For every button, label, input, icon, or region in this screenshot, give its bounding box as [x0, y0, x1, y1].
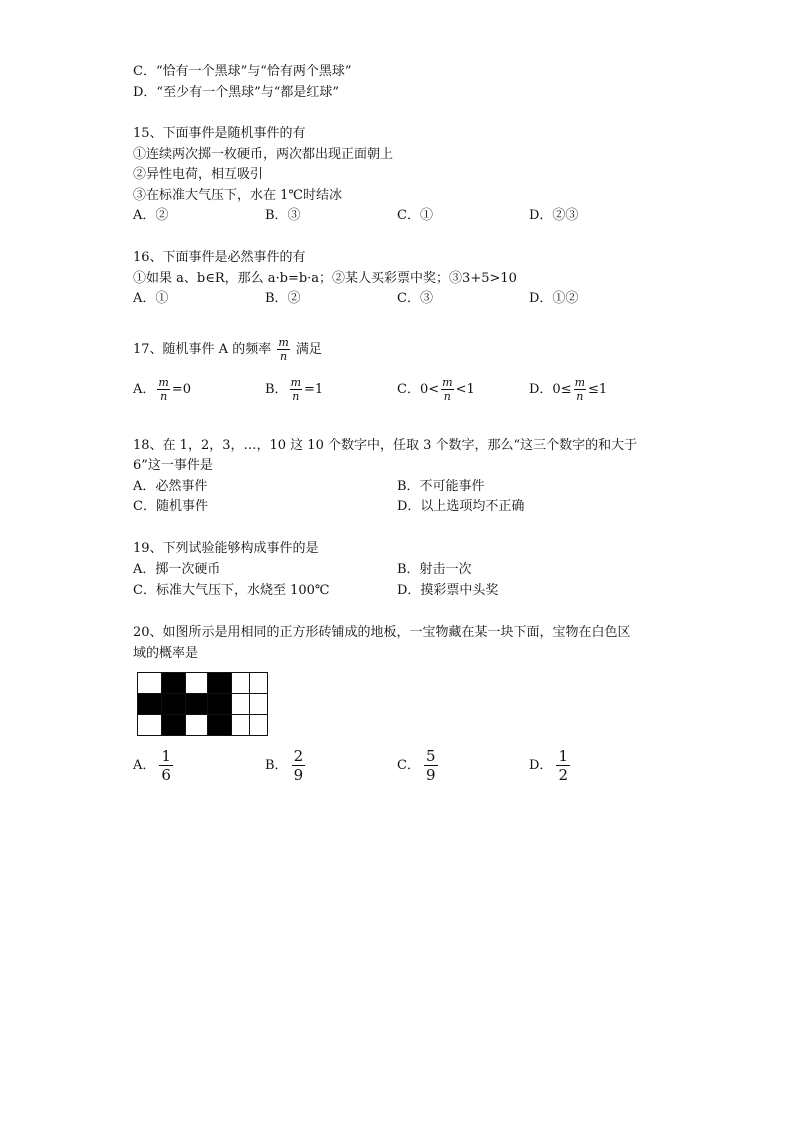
fraction-numerator: m: [278, 336, 289, 349]
q17-stem: [133, 336, 322, 363]
option-label: B．: [265, 758, 288, 773]
q14-option-c: C．“恰有一个黑球”与“恰有两个黑球”: [133, 64, 352, 79]
option-label: D．: [529, 758, 553, 773]
white-tile: [232, 715, 250, 736]
option-label: C．: [397, 758, 420, 773]
black-tile: [162, 694, 186, 715]
fraction-denominator: n: [292, 390, 300, 403]
q16-option-c: C．③: [397, 291, 433, 306]
q15-item-2: ②异性电荷，相互吸引: [133, 167, 264, 182]
q15-option-a: A．②: [133, 208, 169, 223]
white-tile: [186, 673, 208, 694]
q15-option-b: B．③: [265, 208, 301, 223]
q20-option-c: [397, 747, 438, 784]
fraction-numerator: 2: [293, 747, 304, 765]
option-label: B．: [265, 382, 288, 397]
fraction-numerator: 1: [161, 747, 171, 765]
option-label: A．: [133, 758, 156, 773]
fraction-denominator: n: [443, 390, 451, 403]
fraction-numerator: m: [442, 376, 453, 389]
black-tile: [208, 715, 232, 736]
option-fraction: [290, 376, 302, 403]
option-label: A．: [133, 382, 156, 397]
q18-stem-line-1: 18、在 1，2，3，…，10 这 10 个数字中，任取 3 个数字，那么“这三个数字的和大于: [133, 438, 638, 453]
q20-option-b: [265, 747, 305, 784]
black-tile: [138, 694, 162, 715]
white-tile: [250, 673, 268, 694]
fraction-denominator: 6: [161, 766, 171, 784]
option-fraction: [441, 376, 453, 403]
fraction-numerator: m: [574, 376, 586, 389]
white-tile: [232, 673, 250, 694]
fraction-denominator: n: [576, 390, 584, 403]
option-fraction: [159, 747, 173, 784]
q20-option-d: [529, 747, 570, 784]
option-label: C．0<: [397, 382, 440, 397]
q15-option-c: C．①: [397, 208, 433, 223]
q19-option-a: A．掷一次硬币: [133, 562, 221, 577]
floor-tile-grid: [137, 672, 273, 736]
q17-stem-fraction: [277, 336, 289, 363]
q16-option-b: B．②: [265, 291, 301, 306]
option-fraction: [556, 747, 570, 784]
black-tile: [186, 694, 208, 715]
option-tail: ≤1: [588, 382, 608, 397]
fraction-denominator: 9: [293, 766, 304, 784]
white-tile: [138, 715, 162, 736]
white-tile: [250, 715, 268, 736]
q16-stem: 16、下面事件是必然事件的有: [133, 250, 306, 265]
black-tile: [208, 673, 232, 694]
q18-option-a: A．必然事件: [133, 479, 208, 494]
q16-option-a: A．①: [133, 291, 169, 306]
option-tail: =0: [171, 382, 191, 397]
q20-option-a: [133, 747, 173, 784]
q19-option-d: D．摸彩票中头奖: [397, 583, 499, 598]
q19-option-c: C．标准大气压下，水烧至 100℃: [133, 583, 330, 598]
option-tail: <1: [455, 382, 475, 397]
black-tile: [162, 715, 186, 736]
white-tile: [138, 673, 162, 694]
fraction-denominator: n: [160, 390, 168, 403]
white-tile: [232, 694, 250, 715]
white-tile: [186, 715, 208, 736]
q16-items: ①如果 a、b∈R，那么 a·b=b·a；②某人买彩票中奖；③3+5>10: [133, 271, 517, 286]
q18-option-d: D．以上选项均不正确: [397, 499, 525, 514]
fraction-denominator: 2: [558, 766, 568, 784]
black-tile: [208, 694, 232, 715]
q17-option-c: [397, 376, 475, 403]
q17-option-b: [265, 376, 323, 403]
q15-item-3: ③在标准大气压下，水在 1℃时结冰: [133, 188, 342, 203]
fraction-numerator: m: [290, 376, 301, 389]
q19-option-b: B．射击一次: [397, 562, 472, 577]
option-fraction: [574, 376, 586, 403]
q18-option-c: C．随机事件: [133, 499, 208, 514]
q15-item-1: ①连续两次掷一枚硬币，两次都出现正面朝上: [133, 147, 394, 162]
option-tail: =1: [304, 382, 324, 397]
q17-option-d: [529, 376, 607, 403]
q19-stem: 19、下列试验能够构成事件的是: [133, 541, 319, 556]
black-tile: [162, 673, 186, 694]
fraction-denominator: 9: [425, 766, 436, 784]
q20-stem-line-2: 域的概率是: [133, 646, 199, 661]
fraction-numerator: 5: [425, 747, 436, 765]
fraction-numerator: m: [158, 376, 169, 389]
q20-stem-line-1: 20、如图所示是用相同的正方形砖铺成的地板，一宝物藏在某一块下面，宝物在白色区: [133, 625, 631, 640]
q16-option-d: D．①②: [529, 291, 579, 306]
q15-option-d: D．②③: [529, 208, 579, 223]
option-fraction: [292, 747, 306, 784]
option-label: D．0≤: [529, 382, 572, 397]
option-fraction: [424, 747, 438, 784]
q18-option-b: B．不可能事件: [397, 479, 485, 494]
q15-stem: 15、下面事件是随机事件的有: [133, 126, 306, 141]
q17-option-a: [133, 376, 191, 403]
white-tile: [250, 694, 268, 715]
q17-stem-post: 满足: [295, 342, 322, 357]
option-fraction: [157, 376, 169, 403]
q17-stem-pre: 17、随机事件 A 的频率: [133, 342, 272, 357]
q14-option-d: D．“至少有一个黑球”与“都是红球”: [133, 85, 340, 100]
fraction-numerator: 1: [558, 747, 568, 765]
fraction-denominator: n: [280, 350, 288, 363]
q18-stem-line-2: 6”这一事件是: [133, 458, 213, 473]
